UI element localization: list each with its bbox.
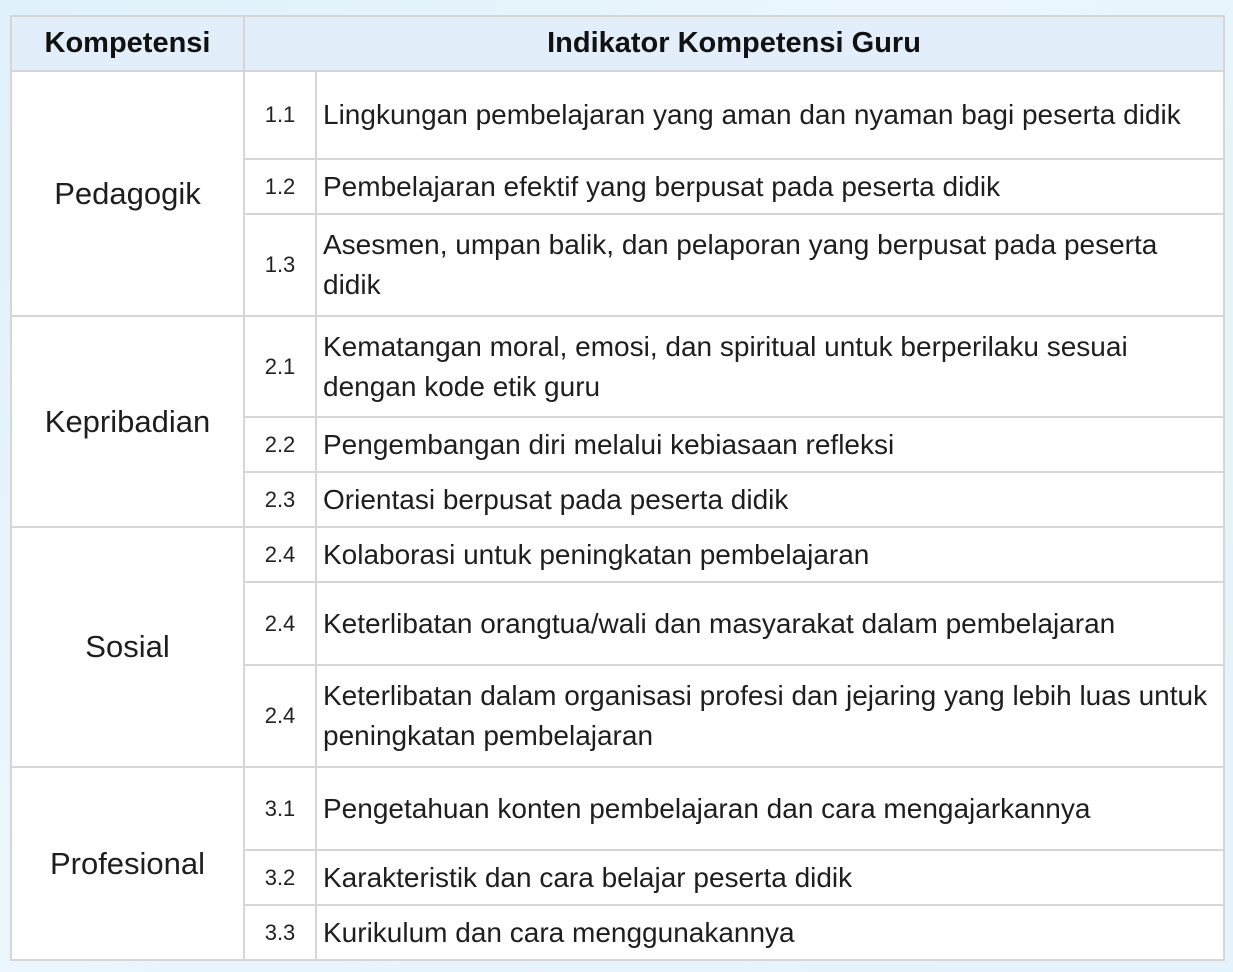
indicator-text: Asesmen, umpan balik, dan pelaporan yang berpusat pada peserta didik — [316, 214, 1224, 316]
indicator-number: 3.1 — [244, 767, 316, 850]
indicator-text: Karakteristik dan cara belajar peserta didik — [316, 850, 1224, 905]
indicator-number: 2.1 — [244, 316, 316, 417]
indicator-text: Pengembangan diri melalui kebiasaan refleksi — [316, 417, 1224, 472]
indicator-text: Orientasi berpusat pada peserta didik — [316, 472, 1224, 527]
table-row — [11, 767, 1224, 850]
header-competency: Kompetensi — [11, 16, 244, 71]
indicator-text: Pembelajaran efektif yang berpusat pada peserta didik — [316, 159, 1224, 214]
indicator-number: 3.3 — [244, 905, 316, 960]
indicator-text: Kematangan moral, emosi, dan spiritual untuk berperilaku sesuai dengan kode etik guru — [316, 316, 1224, 417]
indicator-number: 2.4 — [244, 582, 316, 665]
indicator-number: 2.4 — [244, 665, 316, 767]
indicator-text: Lingkungan pembelajaran yang aman dan nyaman bagi peserta didik — [316, 71, 1224, 159]
competency-cell-pedagogik: Pedagogik — [11, 71, 244, 316]
indicator-number: 2.3 — [244, 472, 316, 527]
indicator-number: 1.1 — [244, 71, 316, 159]
indicator-number: 2.2 — [244, 417, 316, 472]
header-indicator: Indikator Kompetensi Guru — [244, 16, 1224, 71]
competency-table — [10, 15, 1225, 961]
indicator-number: 3.2 — [244, 850, 316, 905]
indicator-number: 1.2 — [244, 159, 316, 214]
table-row — [11, 71, 1224, 159]
indicator-text: Keterlibatan orangtua/wali dan masyarakat dalam pembelajaran — [316, 582, 1224, 665]
competency-cell-kepribadian: Kepribadian — [11, 316, 244, 527]
table-row — [11, 527, 1224, 582]
indicator-text: Pengetahuan konten pembelajaran dan cara mengajarkannya — [316, 767, 1224, 850]
competency-table-card — [10, 15, 1223, 960]
indicator-text: Kurikulum dan cara menggunakannya — [316, 905, 1224, 960]
indicator-text: Keterlibatan dalam organisasi profesi dan jejaring yang lebih luas untuk peningkatan pembelajaran — [316, 665, 1224, 767]
table-header-row — [11, 16, 1224, 71]
indicator-number: 1.3 — [244, 214, 316, 316]
indicator-text: Kolaborasi untuk peningkatan pembelajaran — [316, 527, 1224, 582]
table-row — [11, 316, 1224, 417]
competency-cell-sosial: Sosial — [11, 527, 244, 767]
competency-cell-profesional: Profesional — [11, 767, 244, 960]
indicator-number: 2.4 — [244, 527, 316, 582]
